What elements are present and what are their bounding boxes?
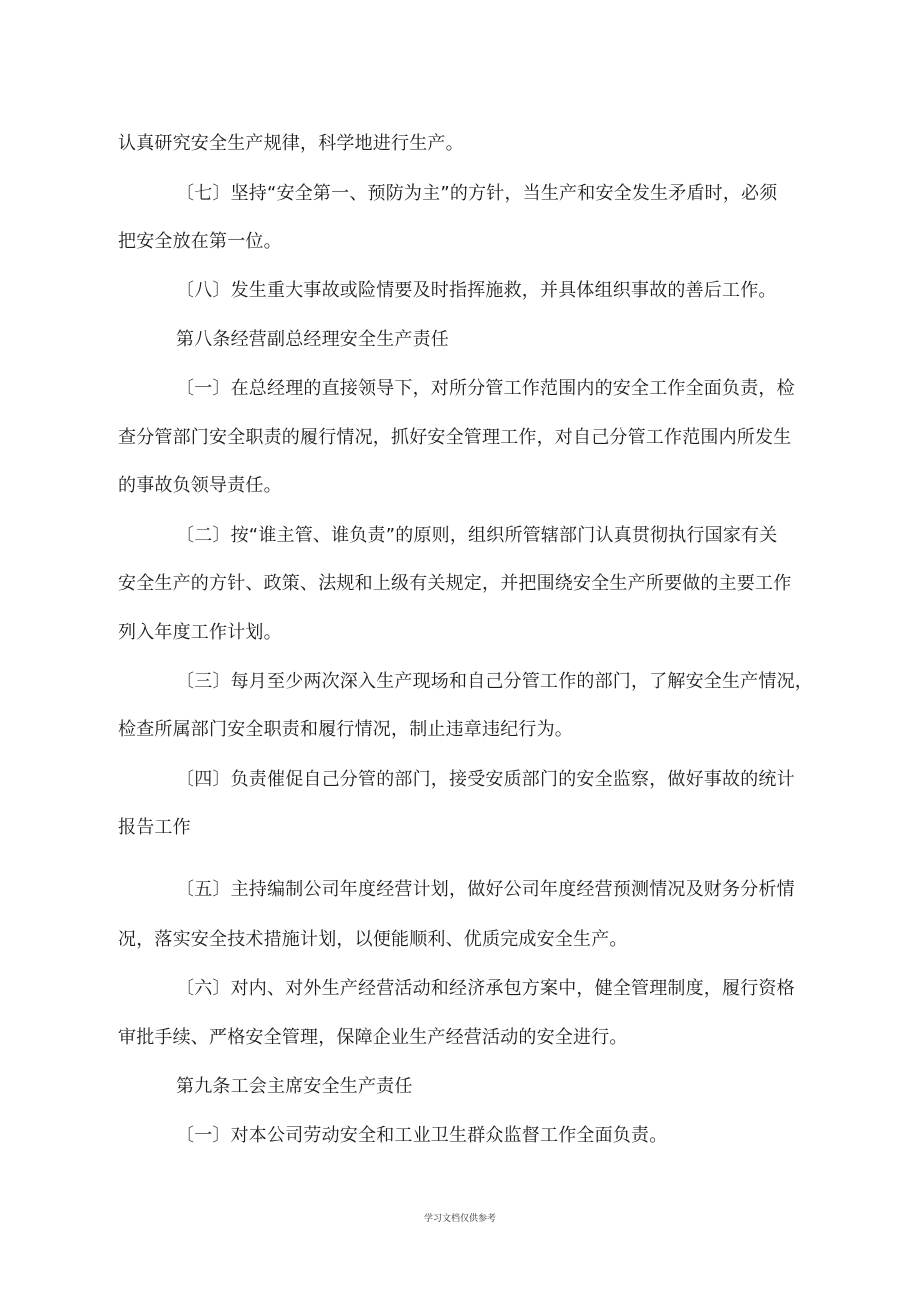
text-line: 〔一〕在总经理的直接领导下，对所分管工作范围内的安全工作全面负责，检 <box>176 378 795 399</box>
text-line: 认真研究安全生产规律，科学地进行生产。 <box>118 133 464 154</box>
text-line: 〔八〕发生重大事故或险情要及时指挥施救，并具体组织事故的善后工作。 <box>176 280 777 301</box>
text-line: 的事故负领导责任。 <box>118 475 282 496</box>
text-line: 把安全放在第一位。 <box>118 231 282 252</box>
section-heading: 第八条经营副总经理安全生产责任 <box>176 329 449 350</box>
text-line: 审批手续、严格安全管理，保障企业生产经营活动的安全进行。 <box>118 1027 628 1048</box>
text-line: 查分管部门安全职责的履行情况，抓好安全管理工作，对自己分管工作范围内所发生 <box>118 427 792 448</box>
text-line: 〔五〕主持编制公司年度经营计划，做好公司年度经营预测情况及财务分析情 <box>176 879 795 900</box>
text-line: 列入年度工作计划。 <box>118 622 282 643</box>
page-footer: 学习文档仅供参考 <box>423 1214 496 1224</box>
text-line: 检查所属部门安全职责和履行情况，制止违章违纪行为。 <box>118 719 573 740</box>
text-line: 〔三〕每月至少两次深入生产现场和自己分管工作的部门，了解安全生产情况， <box>176 671 813 692</box>
text-line: 报告工作 <box>118 817 191 838</box>
text-line: 〔六〕对内、对外生产经营活动和经济承包方案中，健全管理制度，履行资格 <box>176 978 795 999</box>
text-line: 〔七〕坚持“安全第一、预防为主”的方针，当生产和安全发生矛盾时，必须 <box>176 183 778 204</box>
section-heading: 第九条工会主席安全生产责任 <box>176 1076 413 1097</box>
text-line: 况，落实安全技术措施计划，以便能顺利、优质完成安全生产。 <box>118 929 628 950</box>
text-line: 安全生产的方针、政策、法规和上级有关规定，并把围绕安全生产所要做的主要工作 <box>118 573 792 594</box>
text-line: 〔二〕按“谁主管、谁负责”的原则，组织所管辖部门认真贯彻执行国家有关 <box>176 525 778 546</box>
text-line: 〔一〕对本公司劳动安全和工业卫生群众监督工作全面负责。 <box>176 1125 668 1146</box>
text-line: 〔四〕负责催促自己分管的部门，接受安质部门的安全监察，做好事故的统计 <box>176 769 795 790</box>
